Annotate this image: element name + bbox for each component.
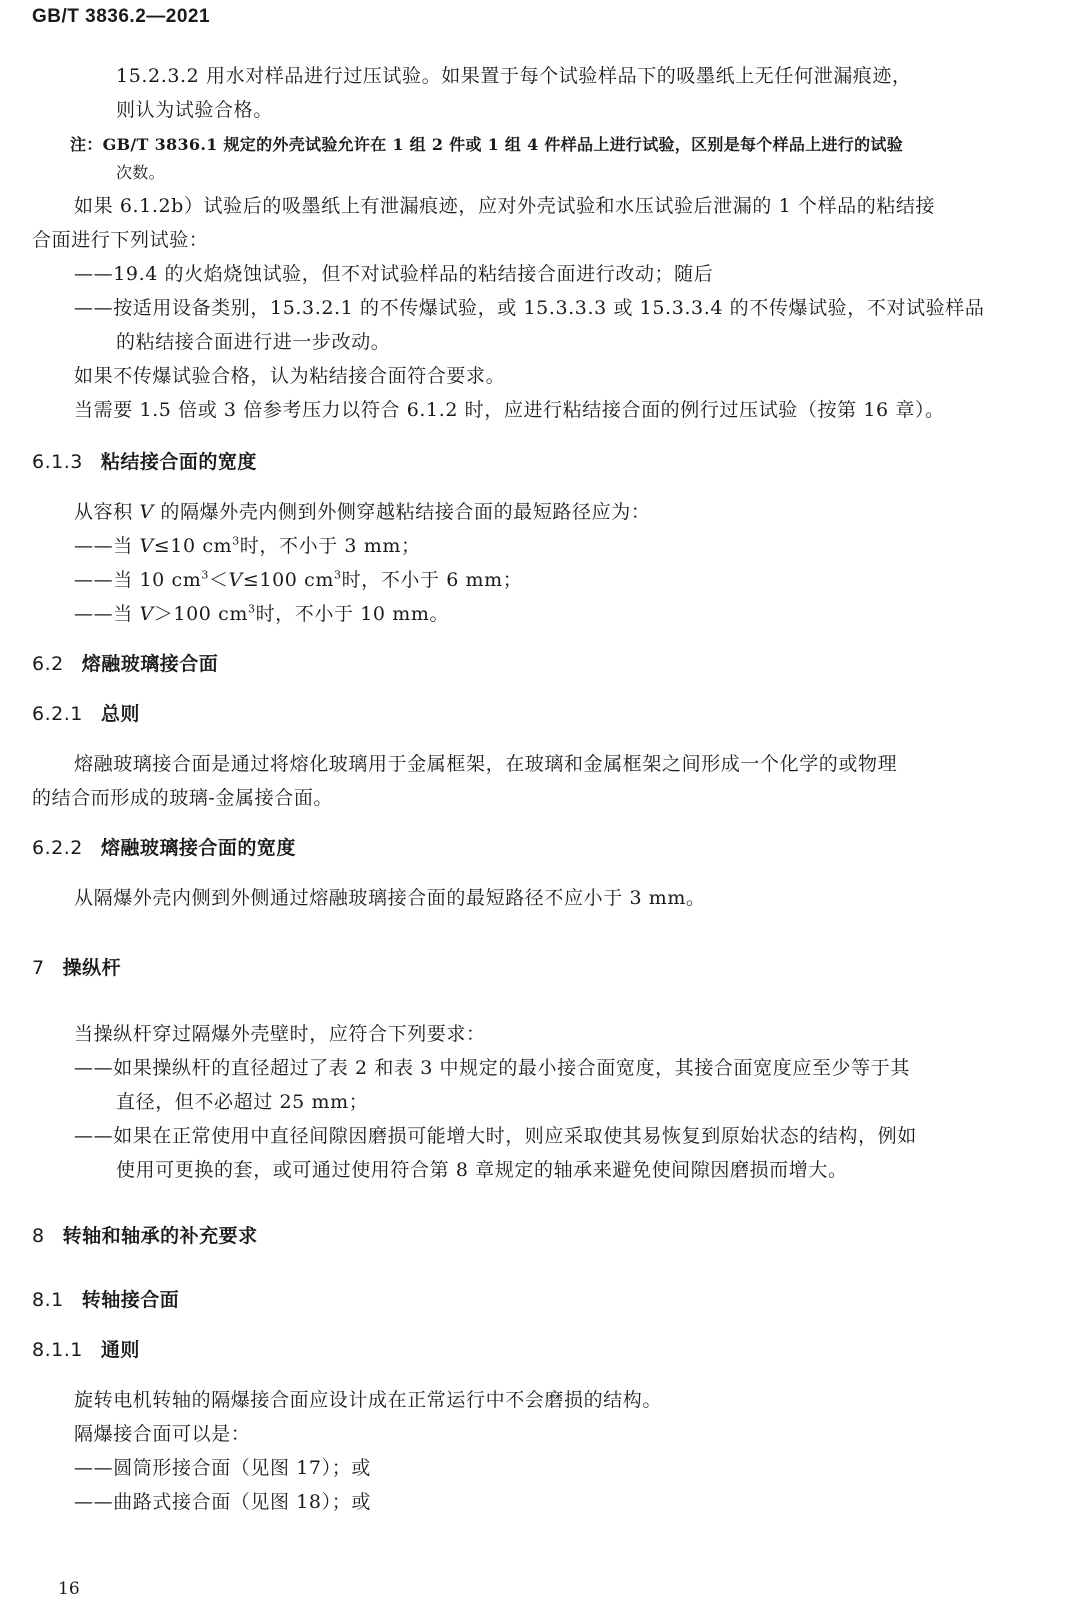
list-item: ——当 V≤10 $cm^3$时，不小于 3 mm； [74, 534, 421, 557]
section-heading-6-2-1 [32, 702, 140, 726]
paragraph-line: 则认为试验合格。 [116, 99, 273, 121]
paragraph-line: 隔爆接合面可以是： [74, 1423, 251, 1445]
paragraph-line: 旋转电机转轴的隔爆接合面应设计成在正常运行中不会磨损的结构。 [74, 1389, 663, 1411]
section-heading-8-1 [32, 1288, 179, 1312]
list-item-continuation: 使用可更换的套，或可通过使用符合第 8 章规定的轴承来避免使间隙因磨损而增大。 [116, 1159, 848, 1181]
section-number: 8.1 [32, 1289, 64, 1311]
section-number: 6.1.3 [32, 451, 83, 473]
section-title: 操纵杆 [62, 957, 122, 979]
section-heading-6-1-3 [32, 450, 257, 474]
list-item: ——如果操纵杆的直径超过了表 2 和表 3 中规定的最小接合面宽度，其接合面宽度应至少等于其 [74, 1057, 910, 1079]
section-title: 通则 [100, 1339, 140, 1361]
section-heading-6-2-2 [32, 836, 296, 860]
section-number: 8 [32, 1225, 45, 1247]
note-line: 次数。 [116, 163, 165, 182]
list-item-continuation: 的粘结接合面进行进一步改动。 [116, 331, 391, 353]
section-title: 转轴接合面 [81, 1289, 180, 1311]
section-number: 8.1.1 [32, 1339, 83, 1361]
section-number: 6.2 [32, 653, 64, 675]
section-title: 转轴和轴承的补充要求 [62, 1225, 258, 1247]
paragraph-line: 当操纵杆穿过隔爆外壳壁时，应符合下列要求： [74, 1023, 486, 1045]
standard-code-header: GB/T 3836.2—2021 [32, 6, 211, 27]
list-item: ——19.4 的火焰烧蚀试验，但不对试验样品的粘结接合面进行改动；随后 [74, 263, 714, 285]
list-item: ——如果在正常使用中直径间隙因磨损可能增大时，则应采取使其易恢复到原始状态的结构，例如 [74, 1125, 917, 1147]
section-number: 6.2.2 [32, 837, 83, 859]
paragraph-line: 如果 6.1.2b）试验后的吸墨纸上有泄漏痕迹，应对外壳试验和水压试验后泄漏的 1 个样品的粘结接 [74, 195, 936, 217]
list-item: ——按适用设备类别，15.3.2.1 的不传爆试验，或 15.3.3.3 或 15.3.3.4 的不传爆试验，不对试验样品 [74, 297, 985, 319]
section-heading-7 [32, 956, 121, 980]
note-line: 注：GB/T 3836.1 规定的外壳试验允许在 1 组 2 件或 1 组 4 件样品上进行试验，区别是每个样品上进行的试验 [70, 135, 904, 154]
section-title: 粘结接合面的宽度 [100, 451, 257, 473]
list-item: ——圆筒形接合面（见图 17）；或 [74, 1457, 371, 1479]
section-heading-8 [32, 1224, 258, 1248]
paragraph-line: 从容积 V 的隔爆外壳内侧到外侧穿越粘结接合面的最短路径应为： [74, 501, 651, 523]
list-item: ——当 10 $cm^3<V\le 100$ $cm^3$时，不小于 6 mm； [74, 568, 523, 591]
section-title: 熔融玻璃接合面 [81, 653, 219, 675]
paragraph-line: 15.2.3.2 用水对样品进行过压试验。如果置于每个试验样品下的吸墨纸上无任何泄漏痕迹， [116, 65, 912, 87]
list-item-continuation: 直径，但不必超过 25 mm； [116, 1091, 369, 1113]
section-heading-8-1-1 [32, 1338, 140, 1362]
section-title: 总则 [100, 703, 140, 725]
paragraph-line: 从隔爆外壳内侧到外侧通过熔融玻璃接合面的最短路径不应小于 3 mm。 [74, 887, 706, 909]
paragraph-line: 当需要 1.5 倍或 3 倍参考压力以符合 6.1.2 时，应进行粘结接合面的例行过压试验（按第 16 章）。 [74, 399, 945, 421]
section-number: 7 [32, 957, 45, 979]
section-number: 6.2.1 [32, 703, 83, 725]
list-item: ——当 V＞100 $cm^3$时，不小于 10 mm。 [74, 602, 450, 625]
page-number: 16 [58, 1579, 80, 1599]
list-item: ——曲路式接合面（见图 18）；或 [74, 1491, 371, 1513]
paragraph-line: 如果不传爆试验合格，认为粘结接合面符合要求。 [74, 365, 506, 387]
paragraph-line: 合面进行下列试验： [32, 229, 209, 251]
paragraph-line: 的结合而形成的玻璃-金属接合面。 [32, 787, 334, 809]
section-title: 熔融玻璃接合面的宽度 [100, 837, 296, 859]
paragraph-line: 熔融玻璃接合面是通过将熔化玻璃用于金属框架，在玻璃和金属框架之间形成一个化学的或物理 [74, 753, 898, 775]
section-heading-6-2 [32, 652, 218, 676]
